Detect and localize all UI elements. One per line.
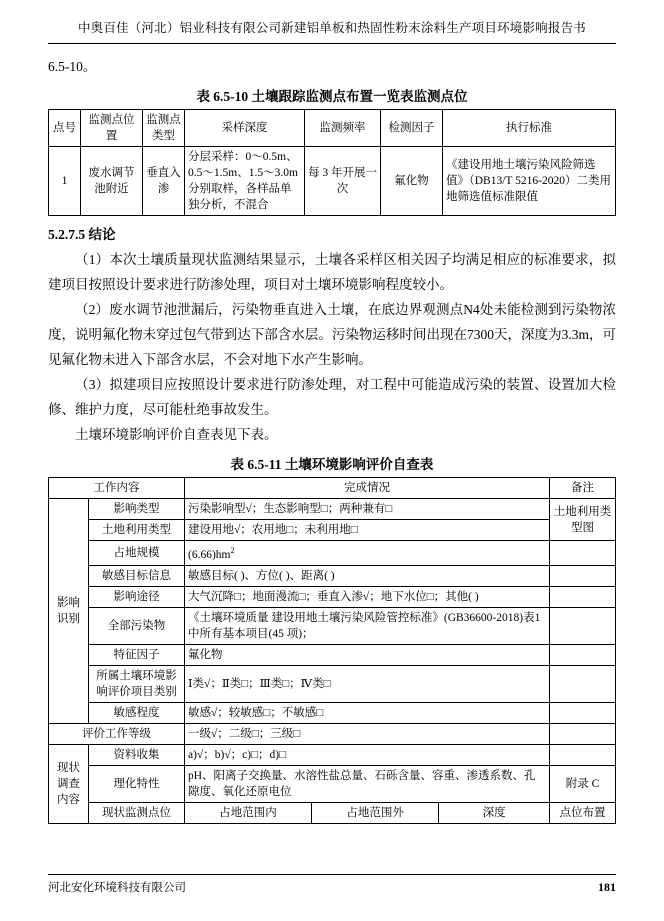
row-remark-sensitive-target [550, 565, 616, 586]
col-header-completion: 完成情况 [185, 478, 550, 499]
row-value-sensitive-target: 敏感目标( )、方位( )、距离( ) [185, 565, 550, 586]
row-remark-physicochemical: 附录 C [550, 765, 616, 802]
col-header-standard: 执行标准 [443, 110, 616, 147]
row-remark-all-pollutants [550, 607, 616, 644]
row-value-impact-pathway: 大气沉降□；地面漫流□；垂直入渗√；地下水位□；其他( ) [185, 586, 550, 607]
row-label-impact-type: 影响类型 [89, 499, 185, 520]
intro-line: 6.5-10。 [48, 59, 97, 74]
table-row [49, 147, 616, 216]
row-remark-landuse-map: 土地利用类型图 [550, 499, 616, 541]
table-row [49, 644, 616, 665]
row-remark-monitoring-points: 点位布置 [550, 802, 616, 823]
col-header-factor: 检测因子 [381, 110, 443, 147]
row-remark-sensitivity-degree [550, 702, 616, 723]
row-value-monitoring-points [185, 802, 550, 823]
row-value-data-collection: a)√；b)√；c)□；d)□ [185, 744, 550, 765]
table-row [49, 665, 616, 702]
row-label-impact-pathway: 影响途径 [89, 586, 185, 607]
group-label-impact-identification: 影响识别 [49, 499, 89, 724]
paragraph-2: （2）废水调节池泄漏后，污染物垂直进入土壤，在底边界观测点N4处未能检测到污染物浓度，说明氟化物未穿过包气带到达下部含水层。污染物运移时间出现在7300天，深度为3.3m，可见氟化物未进入下部含水层，不会对地下水产生影响。 [48, 302, 616, 367]
table-row [49, 744, 616, 765]
table-row [49, 499, 616, 520]
col-header-frequency: 监测频率 [305, 110, 381, 147]
cell-depth: 分层采样：0～0.5m、0.5～1.5m、1.5～3.0m 分别取样，各样品单独分析，不混合 [185, 147, 305, 216]
monitoring-points-table [48, 109, 616, 216]
col-header-type: 监测点类型 [143, 110, 185, 147]
table-row [49, 520, 616, 541]
row-value-evaluation-level: 一级√；二级□；三级□ [185, 723, 550, 744]
row-remark-characteristic-factor [550, 644, 616, 665]
row-label-monitoring-points: 现状监测点位 [89, 802, 185, 823]
footer-page-number: 181 [598, 880, 616, 894]
cell-frequency: 每 3 年开展一次 [305, 147, 381, 216]
col-header-work-content: 工作内容 [49, 478, 185, 499]
paragraph-4: 土壤环境影响评价自查表见下表。 [75, 427, 278, 442]
table-row [49, 541, 616, 566]
cell-standard: 《建设用地土壤污染风险筛选值》（DB13/T 5216-2020）二类用地筛选值标准限值 [443, 147, 616, 216]
table-row [49, 765, 616, 802]
table-header-row [49, 110, 616, 147]
soil-impact-self-check-table [48, 477, 616, 824]
monitoring-inside-area: 占地范围内 [185, 803, 312, 823]
col-header-location: 监测点位置 [81, 110, 143, 147]
table-row [49, 802, 616, 823]
row-label-physicochemical: 理化特性 [89, 765, 185, 802]
header-divider [48, 43, 616, 44]
row-remark-evaluation-level [550, 723, 616, 744]
table-row [49, 723, 616, 744]
page-footer [48, 874, 616, 895]
row-remark-impact-pathway [550, 586, 616, 607]
row-label-characteristic-factor: 特征因子 [89, 644, 185, 665]
table-row [49, 607, 616, 644]
table2-caption: 表 6.5-11 土壤环境影响评价自查表 [230, 457, 434, 472]
section-heading: 5.2.7.5 结论 [48, 227, 116, 242]
footer-divider [48, 874, 616, 875]
cell-factor: 氟化物 [381, 147, 443, 216]
row-value-characteristic-factor: 氟化物 [185, 644, 550, 665]
row-remark-project-category [550, 665, 616, 702]
group-label-status-survey: 现状调查内容 [49, 744, 89, 823]
col-header-remark: 备注 [550, 478, 616, 499]
row-value-landuse-type: 建设用地√；农用地□；未利用地□ [185, 520, 550, 541]
row-label-landuse-type: 土地利用类型 [89, 520, 185, 541]
paragraph-1: （1）本次土壤质量现状监测结果显示，土壤各采样区相关因子均满足相应的标准要求，拟建项目按照设计要求进行防渗处理，项目对土壤环境影响程度较小。 [48, 252, 616, 292]
monitoring-depth: 深度 [482, 806, 506, 819]
header-title: 中奥百佳（河北）铝业科技有限公司新建铝单板和热固性粉末涂料生产项目环境影响报告书 [77, 21, 586, 35]
row-remark-data-collection [550, 744, 616, 765]
page-header [48, 0, 616, 44]
table-row [49, 586, 616, 607]
row-label-evaluation-level: 评价工作等级 [49, 723, 185, 744]
area-value: (6.66)hm [188, 548, 231, 561]
table-row [49, 565, 616, 586]
table2-header-row [49, 478, 616, 499]
area-unit-superscript: 2 [230, 546, 235, 555]
row-label-area-scale: 占地规模 [89, 541, 185, 566]
row-value-all-pollutants: 《土壤环境质量 建设用地土壤污染风险管控标准》(GB36600-2018)表1 中所有基本项目(45 项)； [185, 607, 550, 644]
cell-location: 废水调节池附近 [81, 147, 143, 216]
row-value-sensitivity-degree: 敏感√；较敏感□；不敏感□ [185, 702, 550, 723]
row-label-data-collection: 资料收集 [89, 744, 185, 765]
row-label-sensitive-target: 敏感目标信息 [89, 565, 185, 586]
row-remark-area-scale [550, 541, 616, 566]
table-row [49, 702, 616, 723]
paragraph-3: （3）拟建项目应按照设计要求进行防渗处理，对工程中可能造成污染的装置、设置加大检修、维护力度，尽可能杜绝事故发生。 [48, 377, 616, 417]
row-label-sensitivity-degree: 敏感程度 [89, 702, 185, 723]
row-label-project-category: 所属土壤环境影响评价项目类别 [89, 665, 185, 702]
table1-caption: 表 6.5-10 土壤跟踪监测点布置一览表监测点位 [196, 89, 468, 104]
monitoring-outside-area: 占地范围外 [312, 803, 439, 823]
footer-company: 河北安化环境科技有限公司 [48, 882, 186, 894]
row-value-impact-type: 污染影响型√；生态影响型□；两种兼有□ [185, 499, 550, 520]
row-value-area-scale [185, 541, 550, 566]
col-header-no: 点号 [49, 110, 81, 147]
row-value-physicochemical: pH、阳离子交换量、水溶性盐总量、石砾含量、容重、渗透系数、孔隙度、氧化还原电位 [185, 765, 550, 802]
cell-no: 1 [49, 147, 81, 216]
row-value-project-category: Ⅰ类√；Ⅱ类□；Ⅲ类□；Ⅳ类□ [185, 665, 550, 702]
row-label-all-pollutants: 全部污染物 [89, 607, 185, 644]
col-header-depth: 采样深度 [185, 110, 305, 147]
cell-type: 垂直入渗 [143, 147, 185, 216]
